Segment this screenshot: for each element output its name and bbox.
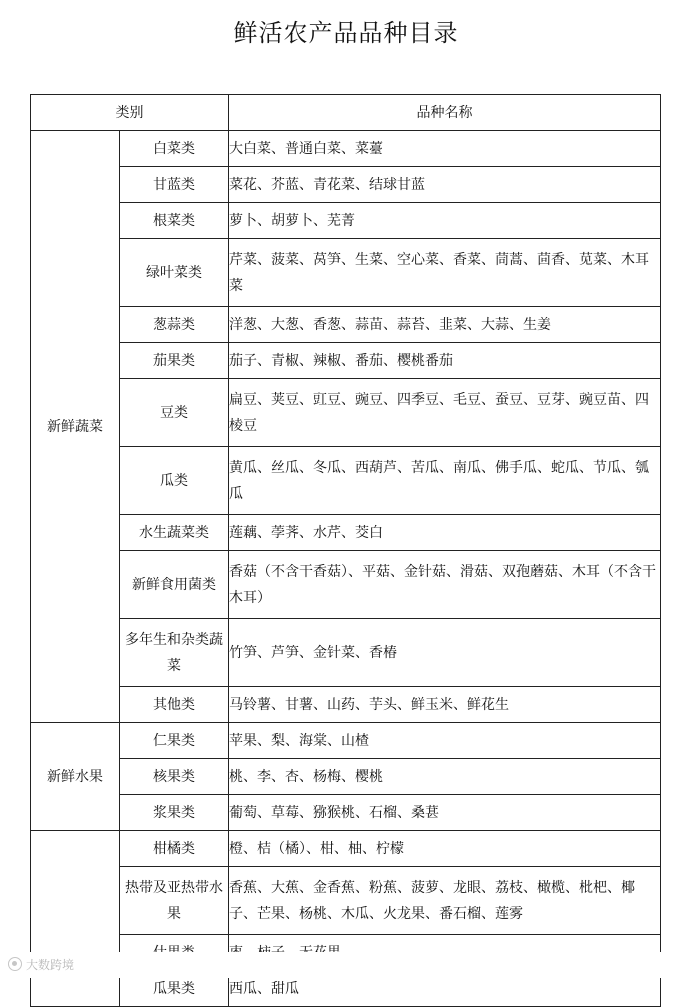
subcategory-cell: 根菜类 — [120, 203, 229, 239]
subcategory-cell: 茄果类 — [120, 343, 229, 379]
page-title: 鲜活农产品品种目录 — [233, 19, 459, 47]
subcategory-cell: 瓜类 — [120, 447, 229, 515]
variety-cell: 香菇（不含干香菇）、平菇、金针菇、滑菇、双孢蘑菇、木耳（不含干木耳） — [229, 551, 661, 619]
table-row — [31, 447, 661, 515]
variety-cell: 香蕉、大蕉、金香蕉、粉蕉、菠萝、龙眼、荔枝、橄榄、枇杷、椰子、芒果、杨桃、木瓜、火龙果、番石榴、莲雾 — [229, 867, 661, 935]
table-row — [31, 343, 661, 379]
subcategory-cell: 甘蓝类 — [120, 167, 229, 203]
subcategory-cell: 绿叶菜类 — [120, 239, 229, 307]
variety-cell: 橙、桔（橘）、柑、柚、柠檬 — [229, 831, 661, 867]
catalog-table — [30, 94, 661, 1007]
variety-cell: 茄子、青椒、辣椒、番茄、樱桃番茄 — [229, 343, 661, 379]
header-variety: 品种名称 — [229, 95, 661, 131]
table-row — [31, 379, 661, 447]
watermark — [8, 954, 74, 974]
subcategory-cell: 水生蔬菜类 — [120, 515, 229, 551]
variety-cell: 葡萄、草莓、猕猴桃、石榴、桑葚 — [229, 795, 661, 831]
table-row — [31, 307, 661, 343]
table-row — [31, 867, 661, 935]
table-row — [31, 131, 661, 167]
variety-cell: 西瓜、甜瓜 — [229, 971, 661, 1007]
subcategory-cell: 白菜类 — [120, 131, 229, 167]
subcategory-cell: 仁果类 — [120, 723, 229, 759]
logo-icon — [8, 957, 22, 971]
variety-cell: 萝卜、胡萝卜、芜菁 — [229, 203, 661, 239]
subcategory-cell: 豆类 — [120, 379, 229, 447]
table-row — [31, 515, 661, 551]
subcategory-cell: 柑橘类 — [120, 831, 229, 867]
variety-cell: 洋葱、大葱、香葱、蒜苗、蒜苔、韭菜、大蒜、生姜 — [229, 307, 661, 343]
subcategory-cell: 新鲜食用菌类 — [120, 551, 229, 619]
table-row — [31, 723, 661, 759]
category-cell: 新鲜蔬菜 — [31, 131, 120, 723]
category-cell: 新鲜水果 — [31, 723, 120, 831]
watermark-text: 大数跨境 — [26, 957, 75, 972]
variety-cell: 苹果、梨、海棠、山楂 — [229, 723, 661, 759]
subcategory-cell: 多年生和杂类蔬菜 — [120, 619, 229, 687]
bottom-fade — [0, 952, 692, 978]
table-row — [31, 203, 661, 239]
subcategory-cell: 瓜果类 — [120, 971, 229, 1007]
subcategory-cell: 葱蒜类 — [120, 307, 229, 343]
category-cell — [31, 831, 120, 1007]
subcategory-cell: 热带及亚热带水果 — [120, 867, 229, 935]
header-category: 类别 — [31, 95, 229, 131]
table-row — [31, 551, 661, 619]
subcategory-cell: 其他类 — [120, 687, 229, 723]
table-header-row — [31, 95, 661, 131]
table-row — [31, 795, 661, 831]
table-row — [31, 239, 661, 307]
table-row — [31, 687, 661, 723]
table-row — [31, 167, 661, 203]
variety-cell: 扁豆、荚豆、豇豆、豌豆、四季豆、毛豆、蚕豆、豆芽、豌豆苗、四棱豆 — [229, 379, 661, 447]
variety-cell: 竹笋、芦笋、金针菜、香椿 — [229, 619, 661, 687]
table-row — [31, 831, 661, 867]
variety-cell: 大白菜、普通白菜、菜薹 — [229, 131, 661, 167]
subcategory-cell: 浆果类 — [120, 795, 229, 831]
variety-cell: 菜花、芥蓝、青花菜、结球甘蓝 — [229, 167, 661, 203]
variety-cell: 芹菜、菠菜、莴笋、生菜、空心菜、香菜、茼蒿、茴香、苋菜、木耳菜 — [229, 239, 661, 307]
variety-cell: 莲藕、荸荠、水芹、茭白 — [229, 515, 661, 551]
variety-cell: 桃、李、杏、杨梅、樱桃 — [229, 759, 661, 795]
variety-cell: 马铃薯、甘薯、山药、芋头、鲜玉米、鲜花生 — [229, 687, 661, 723]
table-row — [31, 619, 661, 687]
table-row — [31, 759, 661, 795]
subcategory-cell: 核果类 — [120, 759, 229, 795]
variety-cell: 黄瓜、丝瓜、冬瓜、西葫芦、苦瓜、南瓜、佛手瓜、蛇瓜、节瓜、瓠瓜 — [229, 447, 661, 515]
